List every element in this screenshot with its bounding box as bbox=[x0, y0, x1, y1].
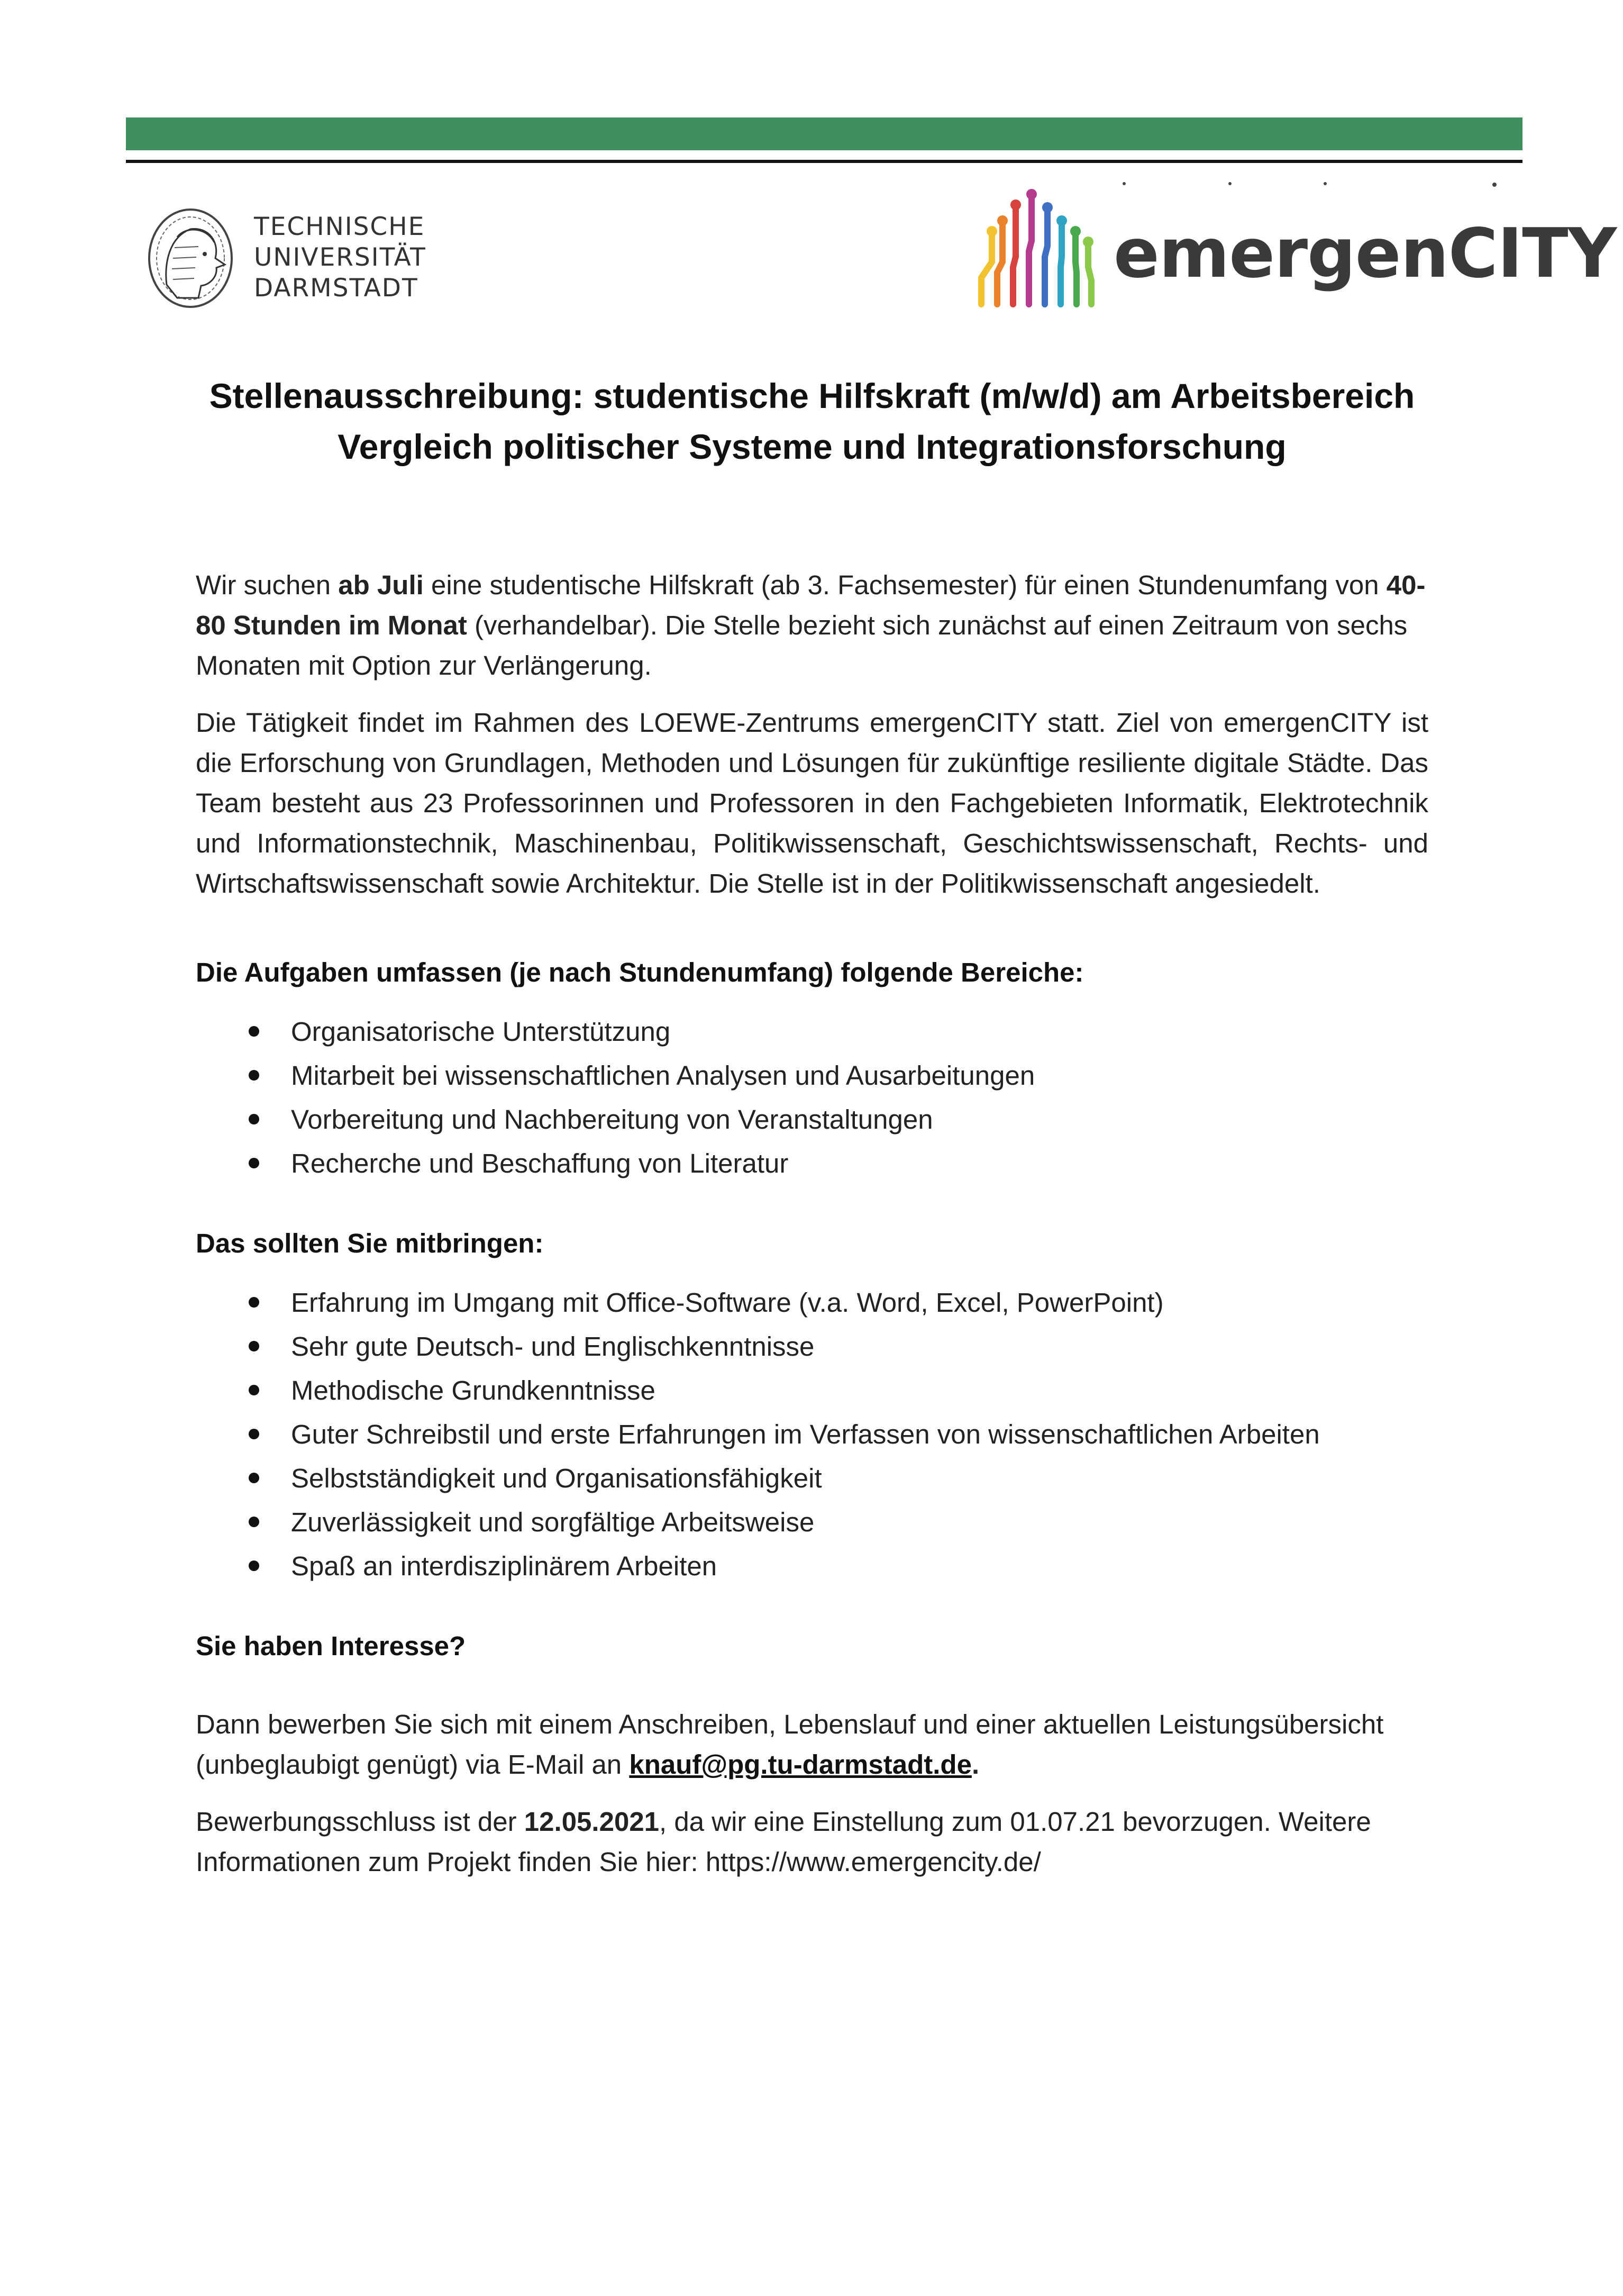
title-line-1: Stellenausschreibung: studentische Hilfskraft (m/w/d) am Arbeitsbereich bbox=[209, 376, 1415, 415]
list-item: Methodische Grundkenntnisse bbox=[196, 1368, 1428, 1412]
list-item: Vorbereitung und Nachbereitung von Veranstaltungen bbox=[196, 1097, 1428, 1141]
tasks-list bbox=[196, 1010, 1428, 1185]
header-green-bar bbox=[126, 117, 1522, 150]
list-item: Sehr gute Deutsch- und Englischkenntnisse bbox=[196, 1324, 1428, 1368]
tu-darmstadt-logo bbox=[145, 205, 442, 311]
tasks-heading: Die Aufgaben umfassen (je nach Stundenumfang) folgende Bereiche: bbox=[196, 957, 1084, 987]
city-lines-icon bbox=[971, 188, 1098, 310]
list-item: Spaß an interdisziplinärem Arbeiten bbox=[196, 1544, 1428, 1588]
apply-heading: Sie haben Interesse? bbox=[196, 1631, 466, 1661]
tu-darmstadt-wordmark: TECHNISCHE UNIVERSITÄT DARMSTADT bbox=[254, 212, 426, 303]
list-item: Mitarbeit bei wissenschaftlichen Analysen und Ausarbeitungen bbox=[196, 1054, 1428, 1097]
apply-paragraph-1: Dann bewerben Sie sich mit einem Anschreiben, Lebenslauf und einer aktuellen Leistungsübersicht (unbeglaubigt genügt) via E-Mail an knauf@pg.tu-darmstadt.de. bbox=[196, 1709, 1384, 1780]
list-item: Guter Schreibstil und erste Erfahrungen im Verfassen von wissenschaftlichen Arbeiten bbox=[196, 1412, 1428, 1456]
requirements-list bbox=[196, 1281, 1428, 1588]
emergencity-logo bbox=[971, 177, 1617, 315]
list-item: Selbstständigkeit und Organisationsfähigkeit bbox=[196, 1456, 1428, 1500]
document-title bbox=[196, 370, 1428, 472]
requirements-heading: Das sollten Sie mitbringen: bbox=[196, 1228, 544, 1258]
title-line-2: Vergleich politischer Systeme und Integrationsforschung bbox=[338, 427, 1287, 466]
athena-seal-icon bbox=[145, 205, 235, 311]
logo-dots-decoration bbox=[971, 177, 1505, 188]
header-rule bbox=[126, 160, 1522, 163]
emergencity-wordmark: emergenCITY bbox=[1114, 214, 1617, 293]
apply-paragraph-2: Bewerbungsschluss ist der 12.05.2021, da wir eine Einstellung zum 01.07.21 bevorzugen. Weitere Informationen zum Projekt finden Sie hier: https://www.emergencity.de/ bbox=[196, 1807, 1371, 1877]
list-item: Recherche und Beschaffung von Literatur bbox=[196, 1141, 1428, 1185]
email-link[interactable]: knauf@pg.tu-darmstadt.de bbox=[629, 1749, 972, 1780]
intro-paragraph-2: Die Tätigkeit findet im Rahmen des LOEWE-Zentrums emergenCITY statt. Ziel von emergenCITY ist die Erforschung von Grundlagen, Methoden und Lösungen für zukünftige resiliente digitale Städte. Das Team besteht aus 23 Professorinnen und Professoren in den Fachgebieten Informatik, Elektrotechnik und Informationstechnik, Maschinenbau, Politikwissenschaft, Geschichtswissenschaft, Rechts- und Wirtschaftswissenschaft sowie Architektur. Die Stelle ist in der Politikwissenschaft angesiedelt. bbox=[196, 707, 1428, 899]
intro-paragraph-1: Wir suchen ab Juli eine studentische Hilfskraft (ab 3. Fachsemester) für einen Stundenumfang von 40-80 Stunden im Monat (verhandelbar). Die Stelle bezieht sich zunächst auf einen Zeitraum von sechs Monaten mit Option zur Verlängerung. bbox=[196, 570, 1426, 680]
list-item: Erfahrung im Umgang mit Office-Software (v.a. Word, Excel, PowerPoint) bbox=[196, 1281, 1428, 1324]
document-body bbox=[196, 565, 1428, 1899]
list-item: Zuverlässigkeit und sorgfältige Arbeitsweise bbox=[196, 1500, 1428, 1544]
list-item: Organisatorische Unterstützung bbox=[196, 1010, 1428, 1054]
